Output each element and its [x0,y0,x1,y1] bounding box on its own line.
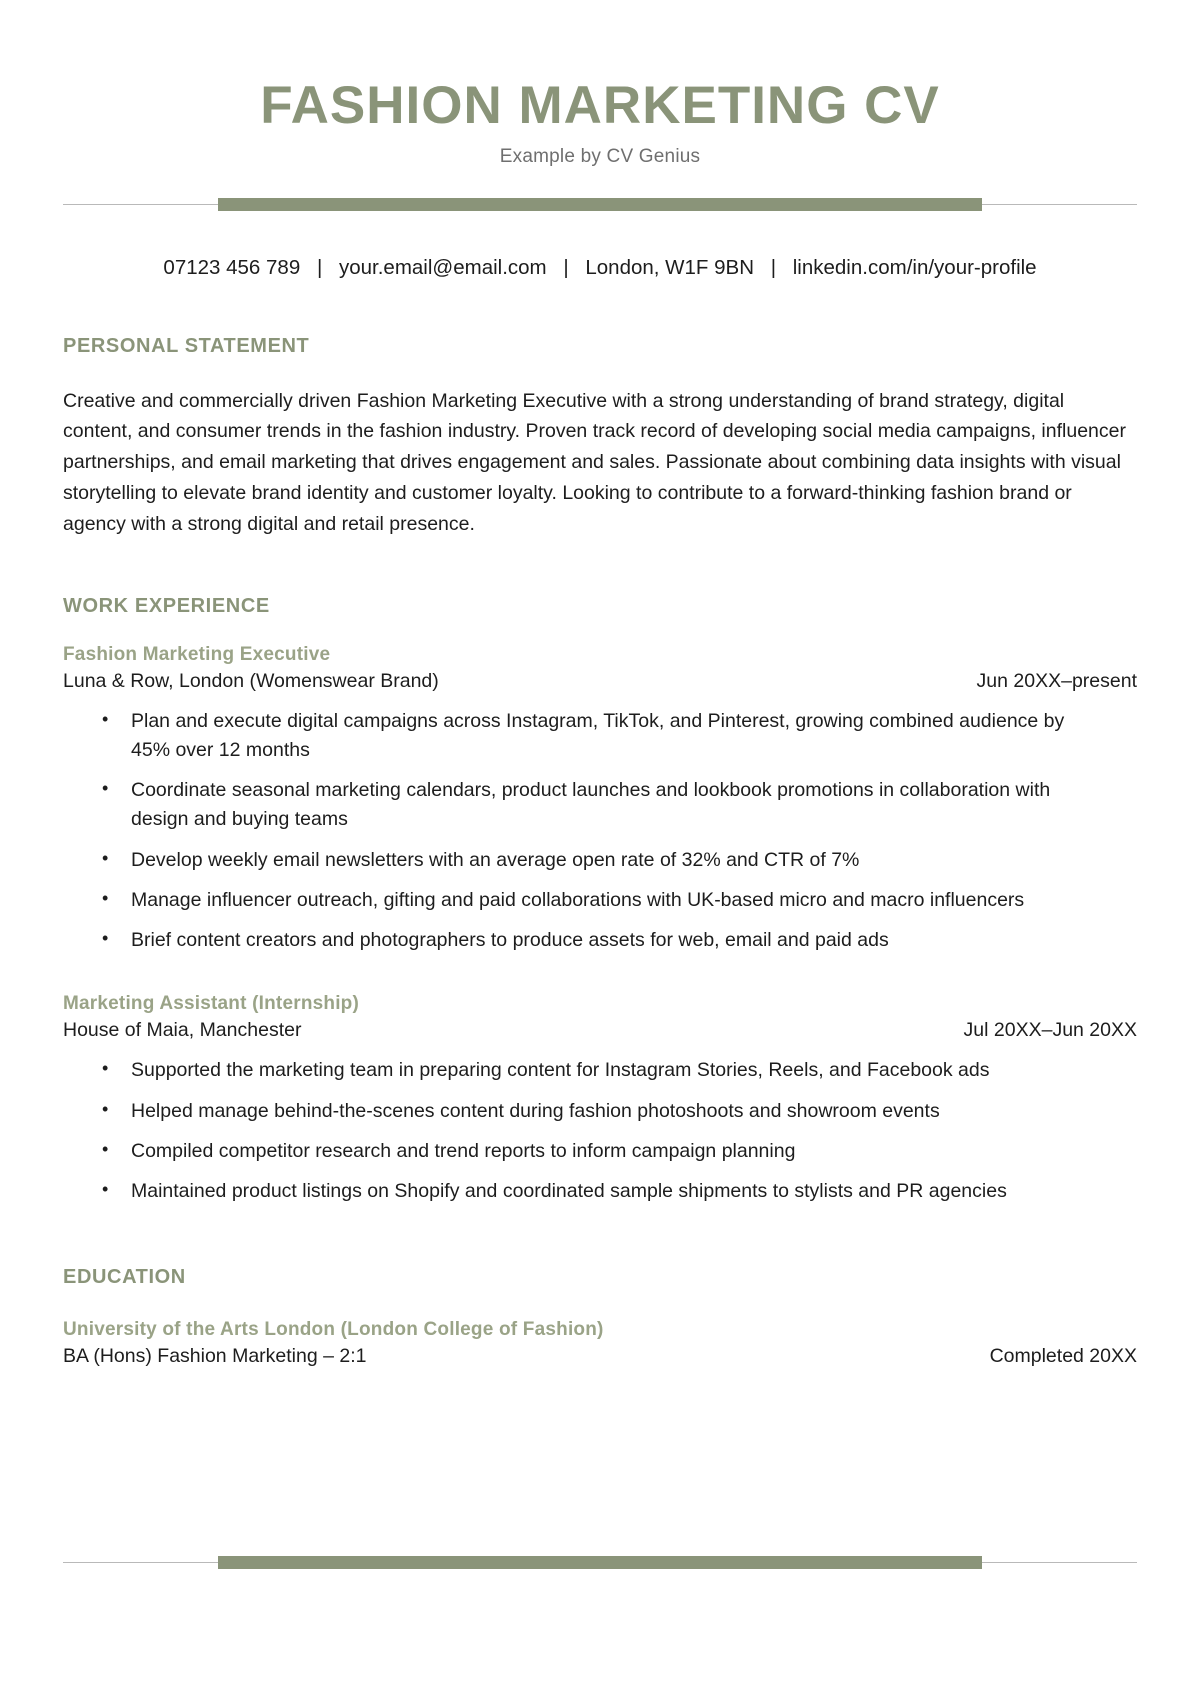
header-divider [63,194,1137,216]
job-dates: Jun 20XX–present [976,669,1137,692]
contact-linkedin: linkedin.com/in/your-profile [792,255,1037,279]
header-divider-thick [218,198,982,211]
list-item: • Coordinate seasonal marketing calendars, product launches and lookbook promotions in collaboration with design and buying teams [63,776,1137,835]
job-bullet-list [63,707,1137,956]
contact-separator-3: | [770,255,777,279]
contact-phone: 07123 456 789 [163,255,301,279]
job-title: Fashion Marketing Executive [63,643,331,665]
list-item: • Plan and execute digital campaigns across Instagram, TikTok, and Pinterest, growing combined audience by 45% over 12 months [63,707,1137,766]
job-company: Luna & Row, London (Womenswear Brand) [63,669,439,692]
footer-divider-thick [218,1556,982,1569]
job-header [63,644,1137,693]
job-meta-row [63,1019,1137,1042]
list-item: • Helped manage behind-the-scenes content during fashion photoshoots and showroom events [63,1097,1137,1126]
education-meta-row [63,1345,1137,1368]
education-entry [63,1319,1137,1368]
section-heading-work-experience: WORK EXPERIENCE [63,594,270,617]
education-institution: University of the Arts London (London College of Fashion) [63,1319,604,1341]
list-item: • Manage influencer outreach, gifting and paid collaborations with UK-based micro and macro influencers [63,886,1137,915]
list-item: • Brief content creators and photographers to produce assets for web, email and paid ads [63,926,1137,955]
job-entry [63,993,1137,1206]
section-heading-education: EDUCATION [63,1266,186,1289]
contact-line [63,256,1137,280]
job-meta-row [63,670,1137,693]
list-item: • Develop weekly email newsletters with an average open rate of 32% and CTR of 7% [63,846,1137,875]
contact-location: London, W1F 9BN [585,255,755,279]
job-title: Marketing Assistant (Internship) [63,993,360,1015]
contact-separator-1: | [316,255,323,279]
page-title: FASHION MARKETING CV [260,76,940,135]
personal-statement-text: Creative and commercially driven Fashion Marketing Executive with a strong understanding of brand strategy, digital content, and consumer trends in the fashion industry. Proven track record of developing social media campaigns, influencer partnerships, and email marketing that drives engagement and sales. Passionate about combining data insights with visual storytelling to elevate brand identity and customer loyalty. Looking to contribute to a forward-thinking fashion brand or agency with a strong digital and retail presence. [63,389,1126,535]
list-item: • Maintained product listings on Shopify and coordinated sample shipments to stylists and PR agencies [63,1177,1137,1206]
list-item: • Supported the marketing team in preparing content for Instagram Stories, Reels, and Facebook ads [63,1056,1137,1085]
page-subtitle: Example by CV Genius [499,145,701,167]
contact-email: your.email@email.com [338,255,547,279]
education-date: Completed 20XX [989,1345,1137,1368]
job-company: House of Maia, Manchester [63,1019,302,1042]
contact-separator-2: | [563,255,569,279]
footer-divider [63,1553,1137,1573]
job-dates: Jul 20XX–Jun 20XX [963,1019,1137,1042]
section-heading-personal-statement: PERSONAL STATEMENT [63,334,310,357]
job-bullet-list [63,1056,1137,1206]
list-item: • Compiled competitor research and trend reports to inform campaign planning [63,1137,1137,1166]
job-header [63,993,1137,1042]
education-degree: BA (Hons) Fashion Marketing – 2:1 [63,1345,367,1368]
job-entry [63,644,1137,956]
